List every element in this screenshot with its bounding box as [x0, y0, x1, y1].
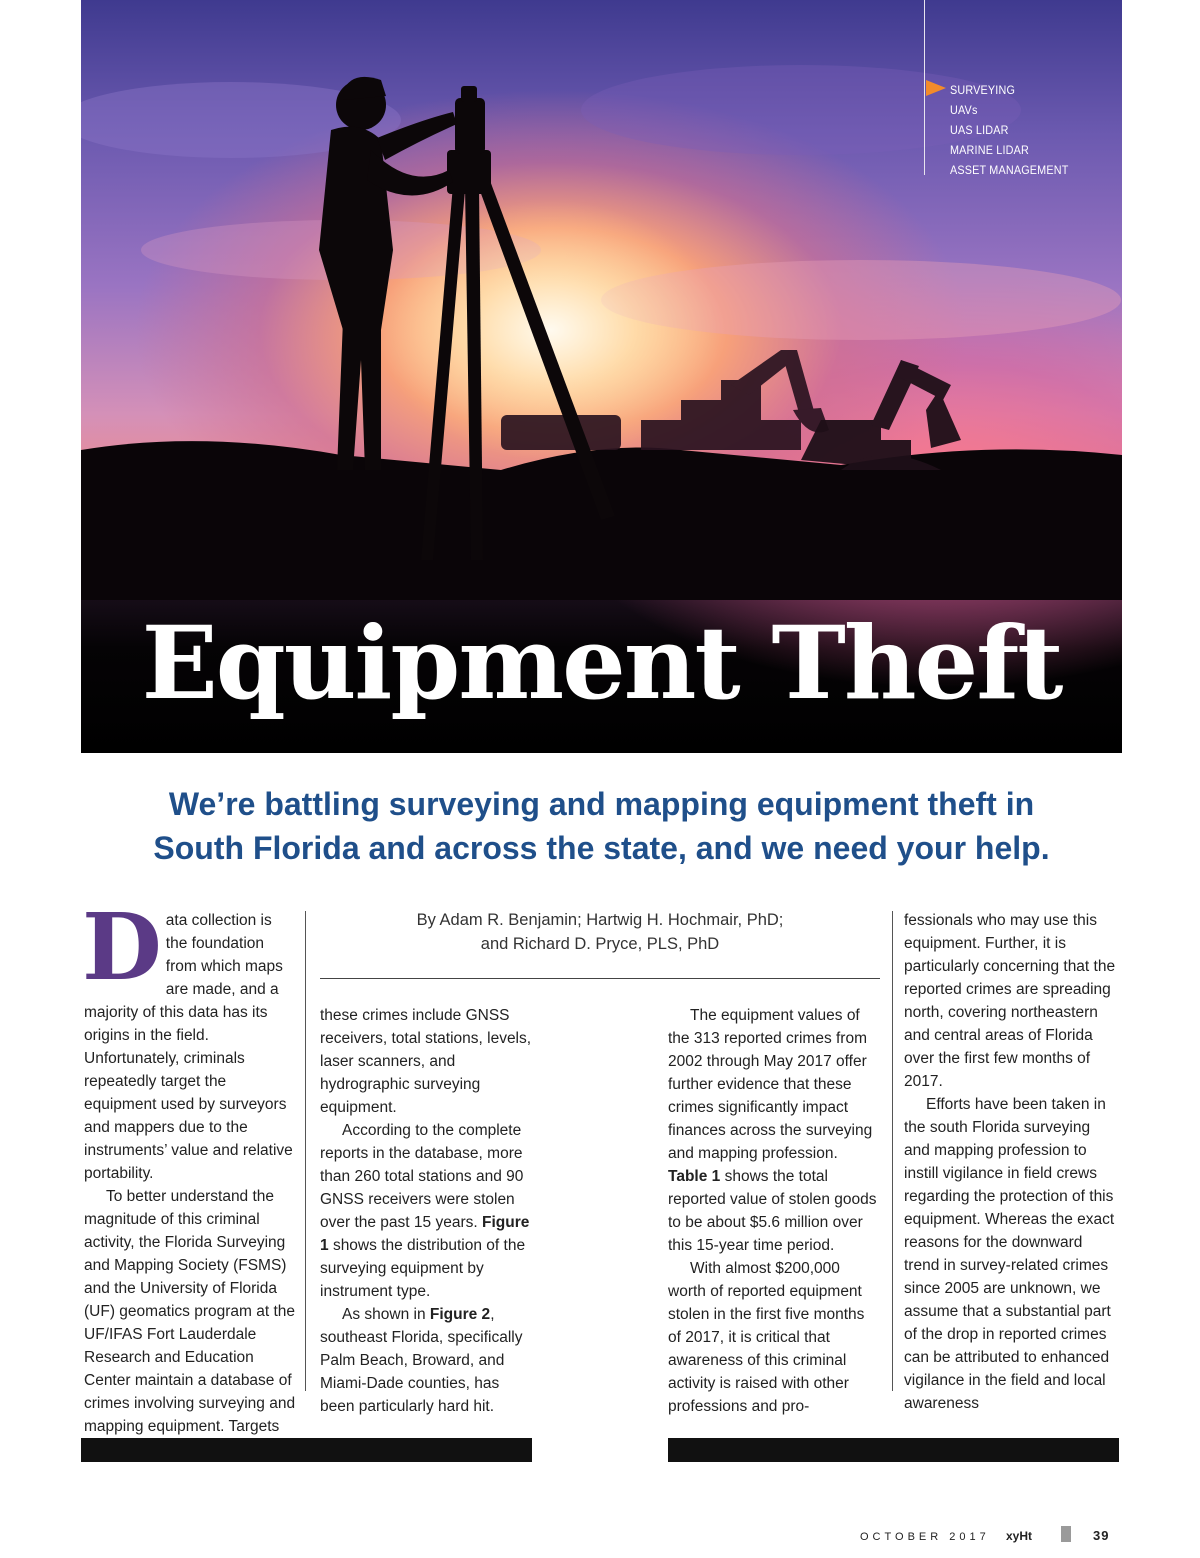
category-item: UAS LIDAR	[950, 123, 1009, 137]
byline	[320, 908, 880, 956]
paragraph	[320, 1303, 532, 1418]
subtitle-line-2: South Florida and across the state, and we need your help.	[153, 830, 1050, 866]
paragraph: fessionals who may use this equipment. Further, it is particularly concerning that the reported crimes are spreading north, covering northeastern and central areas of Florida over the first few months of 2017.	[904, 912, 1116, 1090]
article-column-2	[320, 1004, 532, 1418]
page-number: 39	[1093, 1528, 1110, 1543]
column-divider	[305, 911, 306, 1391]
paragraph: With almost $200,000 worth of reported equipment stolen in the first five months of 2017, it is critical that awareness of this criminal activity is raised with other professions and pro-	[668, 1260, 865, 1415]
paragraph-text: According to the complete reports in the database, more than 260 total stations and 90 GNSS receivers were stolen over the past 15 years.	[320, 1122, 524, 1231]
drop-cap: D	[82, 893, 162, 1001]
category-item: SURVEYING	[950, 83, 1016, 97]
footer-bar-left	[81, 1438, 532, 1462]
figure-reference: Figure 1	[320, 1214, 530, 1254]
footer-divider-block	[1061, 1526, 1071, 1542]
paragraph: these crimes include GNSS receivers, total stations, levels, laser scanners, and hydrographic surveying equipment.	[320, 1007, 532, 1116]
figure-reference: Figure 2	[429, 1306, 491, 1323]
article-column-4	[904, 909, 1116, 1415]
issue-date: OCTOBER 2017	[860, 1531, 990, 1543]
category-list	[950, 80, 1069, 180]
byline-line-1: By Adam R. Benjamin; Hartwig H. Hochmair, PhD;	[416, 911, 784, 929]
article-column-3	[668, 1004, 880, 1418]
active-category-arrow-icon	[926, 80, 946, 96]
category-divider	[924, 0, 925, 175]
paragraph-text: shows the distribution of the surveying equipment by instrument type.	[320, 1237, 526, 1300]
paragraph	[668, 1004, 880, 1257]
article-subtitle	[81, 782, 1122, 870]
paragraph	[82, 893, 296, 1185]
paragraph: To better understand the magnitude of this criminal activity, the Florida Surveying and Mapping Society (FSMS) and the University of Florida (UF) geomatics program at the UF/IFAS Fort Lauderdale Research and Education Center maintain a database of crimes involving surveying and mapping equipment. Targets	[84, 1188, 296, 1435]
subtitle-line-1: We’re battling surveying and mapping equipment theft in	[168, 786, 1035, 822]
paragraph-text: shows the total reported value of stolen goods to be about $5.6 million over this 15-year time period.	[668, 1168, 877, 1254]
paragraph-text: As shown in	[342, 1306, 426, 1323]
paragraph-text: , southeast Florida, specifically Palm Beach, Broward, and Miami-Dade counties, has been particularly hard hit.	[320, 1306, 523, 1415]
paragraph-text: ata collection is the foundation from which maps are made, and a majority of this data has its origins in the field. Unfortunately, criminals repeatedly target the equipment used by surveyors and mappers due to the instruments’ value and relative portability.	[84, 912, 293, 1182]
hero-image	[81, 0, 1122, 753]
byline-divider	[320, 978, 880, 979]
column-divider	[892, 911, 893, 1391]
article-column-1	[82, 893, 296, 1461]
category-item: MARINE LIDAR	[950, 143, 1029, 157]
category-item: ASSET MANAGEMENT	[950, 163, 1069, 177]
footer-bar-right	[668, 1438, 1119, 1462]
table-reference: Table 1	[668, 1168, 721, 1185]
category-item: UAVs	[950, 103, 978, 117]
paragraph: Efforts have been taken in the south Florida surveying and mapping profession to instill vigilance in field crews regarding the protection of this equipment. Whereas the exact reasons for the downward trend in survey-related crimes since 2005 are unknown, we assume that a substantial part of the drop in reported crimes can be attributed to enhanced vigilance in the field and local awareness	[904, 1096, 1115, 1412]
article-title: Equipment Theft	[141, 604, 1062, 722]
magazine-logo: xyHt	[1006, 1529, 1033, 1543]
paragraph-text: The equipment values of the 313 reported crimes from 2002 through May 2017 offer further evidence that these crimes significantly impact finances across the surveying and mapping profession.	[668, 1007, 873, 1162]
byline-line-2: and Richard D. Pryce, PLS, PhD	[480, 935, 720, 953]
paragraph	[320, 1119, 532, 1303]
